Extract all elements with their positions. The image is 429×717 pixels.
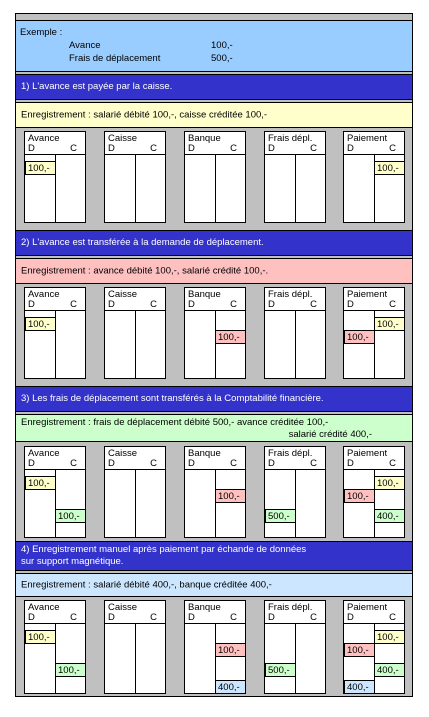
- ledger-entry: 400,-: [374, 663, 405, 677]
- account-box-frais-d-pl-: [264, 600, 326, 694]
- account-name: Banque: [188, 602, 221, 613]
- credit-label: C: [310, 612, 317, 623]
- credit-label: C: [230, 458, 237, 469]
- account-name: Paiement: [347, 448, 388, 459]
- account-box-caisse: [104, 287, 166, 379]
- credit-label: C: [230, 299, 237, 310]
- ledger-entry: 100,-: [25, 630, 56, 644]
- account-name: Frais dépl.: [268, 448, 313, 459]
- account-name: Caisse: [108, 448, 138, 459]
- debit-label: D: [347, 299, 354, 310]
- ledger-entry: 100,-: [344, 643, 375, 657]
- account-box-caisse: [104, 600, 166, 694]
- debit-label: D: [347, 143, 354, 154]
- ledger-entry: 100,-: [215, 330, 246, 344]
- account-box-avance: [24, 287, 86, 379]
- step-4-registration: [15, 573, 413, 597]
- ledger-entry: 400,-: [344, 680, 375, 694]
- registration-text: Enregistrement : salarié débité 100,-, caisse créditée 100,-: [21, 109, 268, 121]
- account-box-avance: [24, 131, 86, 223]
- step-3-title-bar: [15, 386, 413, 412]
- registration-text: Enregistrement : frais de déplacement débité 500,- avance créditée 100,-: [21, 417, 329, 428]
- t-account-vertical: [295, 310, 296, 378]
- account-name: Frais dépl.: [268, 289, 313, 300]
- ledger-entry: 100,-: [55, 509, 86, 523]
- step-title: 4) Enregistrement manuel après paiement par échande de données sur support magnétique.: [21, 544, 307, 567]
- account-name: Banque: [188, 448, 221, 459]
- example-header: [15, 20, 413, 72]
- example-value-advance: 100,-: [211, 40, 233, 51]
- step-2-registration: [15, 258, 413, 284]
- account-name: Frais dépl.: [268, 133, 313, 144]
- account-box-avance: [24, 446, 86, 538]
- account-name: Avance: [28, 289, 60, 300]
- debit-label: D: [108, 458, 115, 469]
- debit-label: D: [28, 299, 35, 310]
- t-account-vertical: [215, 469, 216, 537]
- credit-label: C: [70, 612, 77, 623]
- debit-label: D: [28, 458, 35, 469]
- t-account-vertical: [215, 154, 216, 222]
- credit-label: C: [150, 612, 157, 623]
- credit-label: C: [70, 458, 77, 469]
- ledger-entry: 100,-: [344, 489, 375, 503]
- debit-label: D: [108, 299, 115, 310]
- t-account-vertical: [295, 469, 296, 537]
- t-account-vertical: [295, 154, 296, 222]
- credit-label: C: [310, 458, 317, 469]
- debit-label: D: [268, 612, 275, 623]
- t-account-vertical: [215, 310, 216, 378]
- example-title: Exemple :: [20, 27, 63, 38]
- t-account-vertical: [135, 469, 136, 537]
- example-value-travel: 500,-: [211, 53, 233, 64]
- credit-label: C: [150, 458, 157, 469]
- credit-label: C: [389, 299, 396, 310]
- debit-label: D: [268, 458, 275, 469]
- step-3-registration: [15, 414, 413, 442]
- debit-label: D: [188, 299, 195, 310]
- debit-label: D: [188, 143, 195, 154]
- step-title: 3) Les frais de déplacement sont transférés à la Comptabilité financière.: [21, 393, 324, 404]
- ledger-entry: 100,-: [374, 317, 405, 331]
- account-name: Avance: [28, 448, 60, 459]
- debit-label: D: [108, 143, 115, 154]
- credit-label: C: [150, 143, 157, 154]
- registration-text-line2: salarié crédité 400,-: [288, 429, 372, 440]
- ledger-entry: 100,-: [374, 630, 405, 644]
- registration-text: Enregistrement : salarié débité 400,-, banque créditée 400,-: [21, 579, 272, 591]
- ledger-entry: 100,-: [374, 161, 405, 175]
- ledger-entry: 500,-: [265, 663, 296, 677]
- account-name: Banque: [188, 289, 221, 300]
- ledger-entry: 100,-: [25, 317, 56, 331]
- ledger-entry: 100,-: [374, 476, 405, 490]
- credit-label: C: [389, 612, 396, 623]
- debit-label: D: [108, 612, 115, 623]
- account-box-avance: [24, 600, 86, 694]
- account-name: Caisse: [108, 289, 138, 300]
- t-account-vertical: [135, 310, 136, 378]
- account-box-caisse: [104, 131, 166, 223]
- debit-label: D: [28, 143, 35, 154]
- ledger-entry: 100,-: [215, 643, 246, 657]
- ledger-entry: 400,-: [215, 680, 246, 694]
- credit-label: C: [310, 299, 317, 310]
- ledger-entry: 100,-: [25, 476, 56, 490]
- account-name: Avance: [28, 602, 60, 613]
- step-title: 2) L'avance est transférée à la demande de déplacement.: [21, 237, 264, 248]
- t-account-vertical: [135, 623, 136, 693]
- account-name: Avance: [28, 133, 60, 144]
- credit-label: C: [389, 143, 396, 154]
- account-box-paiement: [343, 131, 405, 223]
- account-name: Paiement: [347, 133, 388, 144]
- credit-label: C: [230, 612, 237, 623]
- credit-label: C: [389, 458, 396, 469]
- ledger-entry: 400,-: [374, 509, 405, 523]
- credit-label: C: [150, 299, 157, 310]
- account-box-frais-d-pl-: [264, 446, 326, 538]
- account-name: Frais dépl.: [268, 602, 313, 613]
- debit-label: D: [188, 612, 195, 623]
- account-name: Caisse: [108, 602, 138, 613]
- credit-label: C: [70, 143, 77, 154]
- step-2-title-bar: [15, 230, 413, 256]
- ledger-entry: 100,-: [344, 330, 375, 344]
- ledger-entry: 500,-: [265, 509, 296, 523]
- debit-label: D: [347, 612, 354, 623]
- account-name: Paiement: [347, 289, 388, 300]
- account-box-caisse: [104, 446, 166, 538]
- credit-label: C: [70, 299, 77, 310]
- step-4-title-bar: [15, 541, 413, 571]
- step-title: 1) L'avance est payée par la caisse.: [21, 81, 173, 92]
- credit-label: C: [230, 143, 237, 154]
- registration-text: Enregistrement : avance débité 100,-, salarié crédité 100,-.: [21, 265, 269, 277]
- t-account-vertical: [295, 623, 296, 693]
- example-label-advance: Avance: [69, 40, 101, 51]
- ledger-entry: 100,-: [25, 161, 56, 175]
- account-name: Paiement: [347, 602, 388, 613]
- account-box-frais-d-pl-: [264, 131, 326, 223]
- account-box-frais-d-pl-: [264, 287, 326, 379]
- ledger-entry: 100,-: [55, 663, 86, 677]
- debit-label: D: [347, 458, 354, 469]
- account-name: Banque: [188, 133, 221, 144]
- debit-label: D: [268, 299, 275, 310]
- debit-label: D: [268, 143, 275, 154]
- t-account-vertical: [135, 154, 136, 222]
- ledger-entry: 100,-: [215, 489, 246, 503]
- step-1-registration: [15, 102, 413, 128]
- credit-label: C: [310, 143, 317, 154]
- debit-label: D: [188, 458, 195, 469]
- example-label-travel: Frais de déplacement: [69, 53, 161, 64]
- account-name: Caisse: [108, 133, 138, 144]
- debit-label: D: [28, 612, 35, 623]
- account-box-banque: [184, 131, 246, 223]
- step-1-title-bar: [15, 74, 413, 100]
